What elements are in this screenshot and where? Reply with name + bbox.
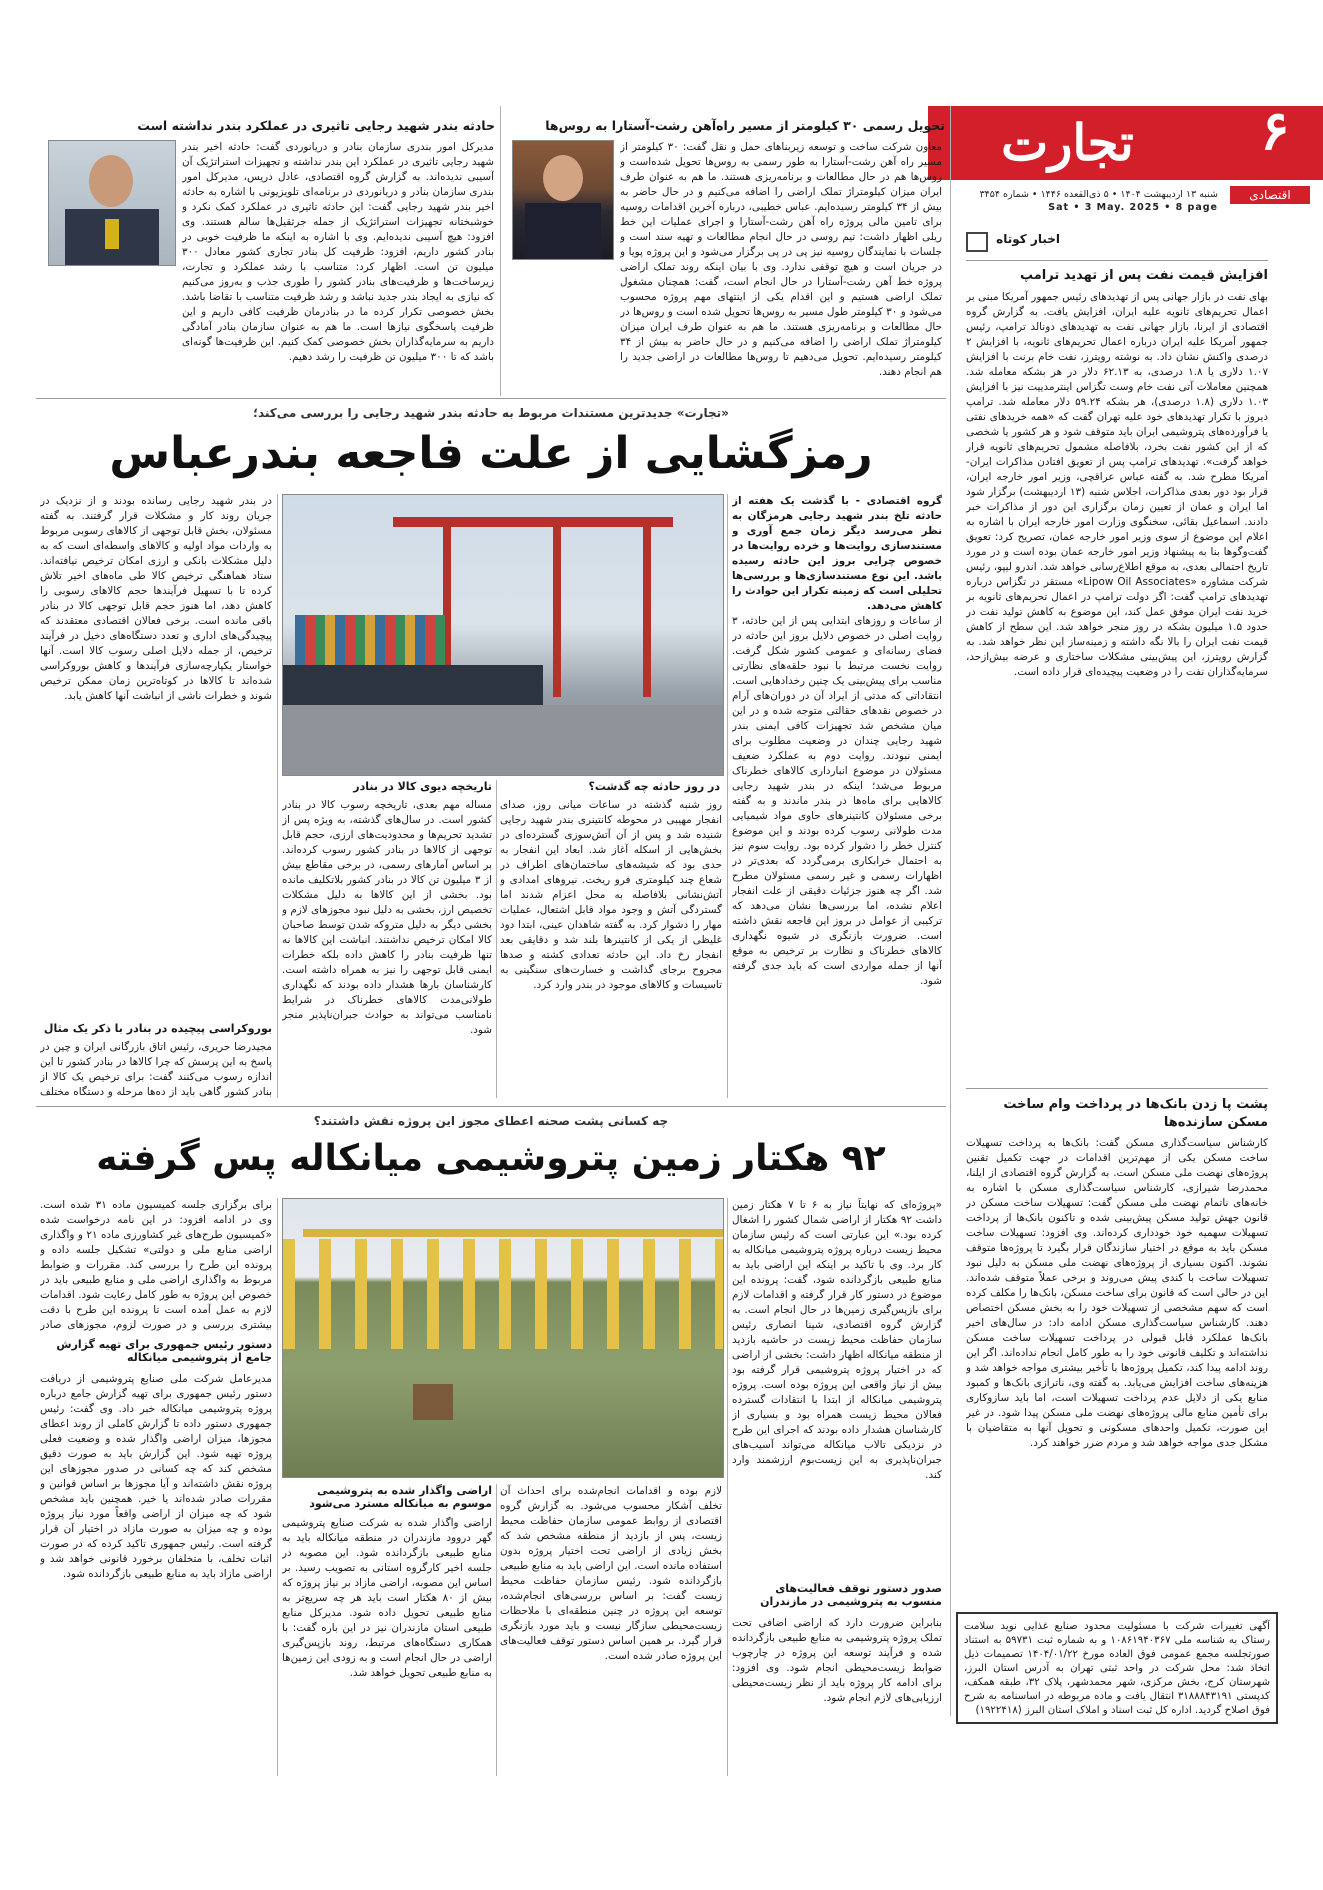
feature-headline: ۹۲ هکتار زمین پتروشیمی میانکاله پس گرفته	[96, 1138, 886, 1179]
feature-subhead: اراضی واگذار شده به پتروشیمی موسوم به میانکاله مسترد می‌شود	[309, 1484, 492, 1510]
feature-headline: رمزگشایی از علت فاجعه بندرعباس	[109, 428, 873, 479]
top-story-photo	[512, 140, 614, 260]
feature-subhead: در روز حادثه چه گذشت؟	[588, 780, 720, 793]
top-story-title: تحویل رسمی ۳۰ کیلومتر از مسیر راه‌آهن رشت-آستارا به روس‌ها	[545, 118, 945, 133]
brief-item-title: پشت پا زدن بانک‌ها در پرداخت وام ساخت مسکن سازنده‌ها	[1003, 1097, 1268, 1130]
brief-item-body: کارشناس سیاست‌گذاری مسکن گفت: بانک‌ها به پرداخت تسهیلات ساخت مسکن یکی از مهم‌ترین اقدامات در جهت تکمیل تقنین پروژه‌های نهضت ملی مسکن است. به گزارش گروه اقتصادی از ایلنا، محمدرضا شیرازی، کارشناس سیاست‌گذاری مسکن با اشاره به خانه‌های ناتمام نهضت ملی مسکن گفت: تسهیلات ساخت مسکن در قانون جهش تولید مسکن پیش‌بینی شده و تاکنون بانک‌ها از پرداخت تسهیلات سهمیه خود خودداری کرده‌اند. وی افزود: تسهیلات ساخت مسکن باید به موقع در اختیار سازندگان قرار بگیرد تا پروژه‌ها متوقف نشوند. اکنون بسیاری از پروژه‌های نهضت ملی مسکن به دلیل نبود تسهیلات ساخت با کندی پیش می‌روند و برخی عملاً متوقف شده‌اند. این در حالی است که قانون برای ساخت مسکن، بانک‌ها را مکلف کرده است که سهم مشخصی از تسهیلات خود را به بخش مسکن اختصاص دهند. کارشناس سیاست‌گذاری مسکن ادامه داد: در سال‌های اخیر بانک‌ها عملکرد قابل قبولی در پرداخت تسهیلات ساخت مسکن نداشته‌اند و تکلیف قانونی خود را به طور کامل انجام نداده‌اند. اگر این روند ادامه پیدا کند، تکمیل پروژه‌ها با تأخیر بیشتری مواجه خواهد شد و هزینه‌های ساخت افزایش می‌یابد. به گفته وی، ناترازی بانک‌ها و کمبود منابع یکی از دلایل عدم پرداخت تسهیلات است، اما باید سازوکاری برای تأمین منابع مالی پروژه‌های نهضت ملی مسکن پیدا شود. در غیر این صورت، تکمیل واحدهای مسکونی و تحویل آنها به متقاضیان با مشکل جدی مواجه خواهد شد و مردم ضرر خواهند کرد.	[966, 1137, 1268, 1449]
feature-subhead: صدور دستور توقف فعالیت‌های منسوب به پتروشیمی در مازندران	[760, 1582, 942, 1608]
feature-subhead: دستور رئیس جمهوری برای تهیه گزارش جامع از پتروشیمی میانکاله	[56, 1338, 272, 1364]
feature-kicker: چه کسانی پشت صحنه اعطای مجوز این پروژه نقش داشتند؟	[313, 1114, 669, 1128]
feature-lead: گروه اقتصادی - با گذشت یک هفته از حادثه تلخ بندر شهید رجایی هرمزگان به نظر می‌رسد دیگر زمان جمع آوری و مستندسازی روایت‌ها و خرده روایت‌ها در خصوص چرایی بروز این حادثه رسیده باشد. این نوع مستندسازی‌ها و بررسی‌ها تحلیلی است که زمینه تکرار این حوادث را کاهش می‌دهد.	[732, 495, 942, 612]
feature-column: اراضی واگذار شده به شرکت صنایع پتروشیمی گهر دروود مازندران در منطقه میانکاله باید به منابع طبیعی بازگردانده شود. این مصوبه در جلسه اخیر کارگروه استانی به تصویب رسید. بر اساس این مصوبه، اراضی مازاد بر نیاز پروژه که بیش از ۸۰ هکتار است باید هر چه سریع‌تر به منابع طبیعی تحویل داده شود. مدیرکل منابع طبیعی استان مازندران نیز در این باره گفت: با همکاری دستگاه‌های مرتبط، روند بازپس‌گیری اراضی در حال انجام است و به زودی این زمین‌ها به منابع طبیعی تحویل خواهد شد.	[282, 1517, 492, 1679]
feature-column: «پروژه‌ای که نهایتاً نیاز به ۶ تا ۷ هکتار زمین داشت ۹۲ هکتار از اراضی شمال کشور را اشغال کرده بود.» این عبارتی است که رئیس سازمان محیط زیست درباره پروژه پتروشیمی میانکاله به کار برد. وی با تاکید بر اینکه این اراضی باید به منابع طبیعی بازگردانده شود، گفت: پرونده این موضوع در دستور کار قرار گرفته و اقدامات لازم برای بازپس‌گیری زمین‌ها در حال انجام است. به گزارش گروه اقتصادی، شینا انصاری رئیس سازمان حفاظت محیط زیست در حاشیه بازدید از منطقه میانکاله اظهار داشت: بخشی از اراضی که در اختیار پروژه پتروشیمی قرار گرفته بود بیش از نیاز واقعی این پروژه بوده است. پروژه پتروشیمی میانکاله از ابتدا با انتقادات گسترده فعالان محیط زیست همراه بود و بسیاری از کارشناسان هشدار داده بودند که اجرای این طرح در نزدیکی تالاب میانکاله می‌تواند آسیب‌های جبران‌ناپذیری به این زیست‌بوم ارزشمند وارد کند.	[732, 1199, 942, 1481]
feature-column: مدیرعامل شرکت ملی صنایع پتروشیمی از دریافت دستور رئیس جمهوری برای تهیه گزارش جامع درباره پروژه پتروشیمی میانکاله خبر داد. وی گفت: رئیس جمهوری دستور داده تا گزارش کاملی از روند اعطای مجوزها، میزان اراضی واگذار شده و وضعیت فعلی پروژه تهیه شود. این گزارش باید به صورت دقیق مشخص کند که چه کسانی در صدور مجوزهای این پروژه نقش داشته‌اند و آیا مجوزها بر اساس قوانین و مقررات صادر شده‌اند یا خیر. همچنین باید مشخص شود که چه میزان از اراضی واقعاً مورد نیاز پروژه بوده و چه میزان به صورت مازاد در اختیار آن قرار گرفته است. رئیس جمهوری تاکید کرده که در صورت اثبات تخلف، با متخلفان برخورد قانونی خواهد شد و اراضی مازاد باید به منابع طبیعی بازگردانده شود.	[40, 1373, 272, 1580]
top-story-photo	[48, 140, 176, 266]
page-number: ۶	[1260, 98, 1290, 162]
brief-item-body: بهای نفت در بازار جهانی پس از تهدیدهای رئیس جمهور آمریکا مبنی بر اعمال تحریم‌های ثانویه علیه ایران، افزایش یافت. به گزارش گروه اقتصادی از ایرنا، بازار جهانی نفت به تهدیدهای دونالد ترامپ، رئیس جمهور آمریکا علیه ایران درباره اعمال تحریم‌های ثانویه، با افزایش ۲ درصدی واکنش نشان داد. به نوشته رویترز، نفت خام برنت با افزایش ۱.۰۷ دلاری یا ۱.۸ درصدی، به ۶۲.۱۳ دلار در هر بشکه معامله شد. همچنین معاملات آتی نفت خام وست تگزاس اینترمدییت نیز با افزایش ۱.۰۳ دلاری (۱.۸ درصدی)، هر بشکه ۵۹.۲۴ دلار معامله شد. ترامپ دیروز با تکرار تهدیدهای خود علیه تهران گفت که «همه خریدهای نفتی یا فرآورده‌های پتروشیمی ایران باید متوقف شود و هر کشور یا شخصی که از این کشور نفت بخرد، بلافاصله مشمول تحریم‌های ثانویه قرار خواهد گرفت». تهدیدهای ترامپ پس از تعویق افتادن مذاکرات ایران-آمریکا مطرح شد. به گفته عباس عراقچی، وزیر امور خارجه ایران، قرار بود دور بعدی مذاکرات، اجلاس شنبه (۱۳ اردیبهشت) برگزار شود اما ایران و عمان از تعیین زمان برگزاری این دور از مذاکرات خبر دادند. اسماعیل بقائی، سخنگوی وزارت امور خارجه ایران با اشاره به اعلام این موضوع از سوی وزیر امور خارجه عمان، تصریح کرد: تعویق گفت‌وگوها بنا به پیشنهاد وزیر امور خارجه عمان بوده است و در مورد تاریخ احتمالی بعدی، به موقع اطلاع‌رسانی خواهد شد. اندرو لیپو، رئیس شرکت مشاوره «Lipow Oil Associates» مستقر در تگزاس درباره تهدیدهای ترامپ گفت: اگر دولت ترامپ در اعمال تحریم‌های ثانویه بر خرید نفت ایران موفق عمل کند، این موضوع به کاهش تولید نفت در حدود ۱.۵ میلیون بشکه در روز منجر خواهد شد. این سطح از کاهش قیمت نفت ایران را بالا نگه داشته و زمینه‌ساز این نظر خواهد شد. به گزارش رویترز، این پیش‌بینی مشکلات ساختاری و عرضه بیش‌ازحد، سرمایه‌گذاران نفت را در وضعیت پیچیده‌ای قرار داده است.	[966, 291, 1268, 678]
legal-notice: آگهی تغییرات شرکت با مسئولیت محدود صنایع غذایی نوید سلامت رستاک به شناسه ملی ۱۰۸۶۱۹۴۰۳۶۷ و به شماره ثبت ۵۹۷۳۱ به استناد صورتجلسه مجمع عمومی فوق العاده مورخ ۱۴۰۴/۰۱/۲۲ تصمیمات ذیل اتخاذ شد: محل شرکت در واحد ثبتی تهران به آدرس استان البرز، شهرستان کرج، بخش مرکزی، شهر محمدشهر، پلاک ۳۲، طبقه همکف، کدپستی ۳۱۸۸۸۴۳۱۹۱ انتقال یافت و ماده مربوطه در اساسنامه به شرح فوق اصلاح گردید. اداره کل ثبت اسناد و املاک استان البرز (۱۹۲۲۴۱۸)	[956, 1612, 1278, 1724]
feature-column: روز شنبه گذشته در ساعات میانی روز، صدای انفجار مهیبی در محوطه کانتینری بندر شهید رجایی شنیده شد و پس از آن آتش‌سوزی گسترده‌ای در بخش‌هایی از اسکله آغاز شد. ابعاد این انفجار به حدی بود که شیشه‌های ساختمان‌های اطراف در شعاع چند کیلومتری فرو ریخت. نیروهای امدادی و آتش‌نشانی بلافاصله به محل اعزام شدند اما گستردگی آتش و وجود مواد قابل اشتعال، عملیات مهار را دشوار کرد. به گفته شاهدان عینی، ابتدا دود غلیظی از یکی از کانتینرها بلند شد و دقایقی بعد انفجار رخ داد. این حادثه تعدادی کشته و صدها مجروح برجای گذاشت و خسارت‌های سنگینی به تاسیسات و کالاهای موجود در بندر وارد کرد.	[500, 799, 722, 991]
brief-box-icon	[966, 232, 988, 252]
issue-date-en: Sat • 3 May. 2025 • 8 page	[1048, 202, 1218, 213]
feature-column: بنابراین ضرورت دارد که اراضی اضافی تحت تملک پروژه پتروشیمی به منابع طبیعی بازگردانده شده و فرآیند توسعه این پروژه در چارچوب ضوابط زیست‌محیطی انجام شود. وی افزود: برای ادامه کار پروژه باید از نظر زیست‌محیطی ارزیابی‌های لازم انجام شود.	[732, 1617, 942, 1704]
feature-column: از ساعات و روزهای ابتدایی پس از این حادثه، ۳ روایت اصلی در خصوص دلایل بروز این حادثه در فضای رسانه‌ای و عمومی کشور شکل گرفت. روایت نخست مرتبط با نبود حلقه‌های نظارتی مناسب برای پیش‌بینی یک چنین رخدادهایی است. انتقاداتی که مدتی از ایراد آن در دوران‌های آرام در خصوص نقدهای حقالتی متوجه شده و در این میان مشخص شد تجهیزات کافی ایمنی بندر شهید رجایی چندان در وضعیت مطلوب برای ایمنی نبودند. روایت دوم به عملکرد ضعیف مسئولان در موضوع انبارداری کالاهای خطرناک مربوط می‌شد؛ اینکه در بندر شهید رجایی کالاهایی برای ماه‌ها در بندر ماندند و به گفته برخی مسئولان کانتینرهای حاوی مواد شیمیایی مدت طولانی رسوب کرده بودند و این موضوع کنترل خطر را دشوار کرده بود. روایت سوم نیز به احتمال خرابکاری برمی‌گردد که بعدی‌تر در اظهارات رسمی و غیر رسمی مسئولان مطرح شد. اگر چه هنوز جزئیات دقیقی از علت انفجار اعلام نشده، اما بررسی‌ها نشان می‌دهد که ترکیبی از عوامل در بروز این فاجعه نقش داشته است. ضرورت بازنگری در شیوه نگهداری کالاهای خطرناک و نظارت بر ترخیص به موقع آنها از جمله مواردی است که باید جدی گرفته شود.	[732, 615, 942, 987]
feature-subhead: تاریخچه دیوی کالا در بنادر	[353, 780, 492, 793]
feature-column: مساله مهم بعدی، تاریخچه رسوب کالا در بنادر کشور است. در سال‌های گذشته، به ویژه پس از تشدید تحریم‌ها و محدودیت‌های ارزی، حجم قابل توجهی از کالاها در بنادر کشور رسوب کرده‌اند. بر اساس آمارهای رسمی، در برخی مقاطع بیش از ۳ میلیون تن کالا در بنادر کشور بلاتکلیف مانده بود. بخشی از این کالاها به دلیل مشکلات تخصیص ارز، بخشی به دلیل نبود مجوزهای لازم و بخشی دیگر به دلیل متروکه شدن توسط صاحبان کالا امکان ترخیص نداشتند. انباشت این کالاها نه تنها ظرفیت بنادر را کاهش داده بلکه خطرات ایمنی قابل توجهی را نیز به همراه داشته است. کارشناسان بارها هشدار داده بودند که نگهداری طولانی‌مدت کالاهای خطرناک در شرایط نامناسب می‌تواند به حوادث جبران‌ناپذیر منجر شود.	[282, 799, 492, 1036]
feature-subhead: بوروکراسی پیچیده در بنادر با ذکر یک مثال	[43, 1022, 272, 1035]
site-photo	[282, 1198, 724, 1478]
section-label: اقتصادی	[1230, 186, 1310, 204]
newspaper-logo: تجارت	[1001, 113, 1134, 172]
issue-date-fa: شنبه ۱۳ اردیبهشت ۱۴۰۴ • ۵ ذی‌القعده ۱۴۴۶ • شماره ۳۴۵۴	[979, 189, 1218, 200]
brief-item-title: افزایش قیمت نفت پس از تهدید ترامپ	[1019, 268, 1268, 283]
brief-label: اخبار کوتاه	[996, 232, 1060, 246]
feature-column: در بندر شهید رجایی رسانده بودند و از نزدیک در جریان روند کار و مشکلات قرار گرفتند. به گفته مسئولان، بخش قابل توجهی از کالاهای رسوبی مربوط به واردات مواد اولیه و کالاهای واسطه‌ای است که به دلیل مشکلات بانکی و ارزی امکان ترخیص نیافته‌اند. ستاد هماهنگی ترخیص کالا طی ماه‌های اخیر تلاش کرده تا با تسهیل فرآیندها حجم کالاهای رسوبی را کاهش دهد، اما هنوز حجم قابل توجهی کالا در بنادر باقی مانده است. برخی فعالان اقتصادی معتقدند که پیچیدگی‌های اداری و تعدد دستگاه‌های دخیل در فرآیند ترخیص، از جمله دلایل اصلی رسوب کالا است. آنها خواستار یکپارچه‌سازی فرآیندها و کاهش بوروکراسی شده‌اند تا کالاها در کوتاه‌ترین زمان ممکن ترخیص شوند و خطرات ناشی از انباشت آنها کاهش یابد.	[40, 495, 272, 702]
issue-info	[930, 188, 1218, 214]
top-story-body: مدیرکل امور بندری سازمان بنادر و دریانوردی گفت: حادثه اخیر بندر شهید رجایی تاثیری در عملکرد این بندر نداشته و تجهیزات استراتژیک آن آسیبی ندیده‌اند. به گزارش گروه اقتصادی، عادل دریس، مدیرکل امور بندری سازمان بنادر و دریانوردی در برنامه‌ای تلویزیونی با اشاره به حادثه اخیر بندر شهید رجایی گفت: این حادثه تاثیری در عملکرد کمک نکرد و خوشبختانه تجهیزات استراتژیک از جمله جرثقیل‌ها سالم هستند. وی افزود: هیچ آسیبی ندیده‌ایم. وی با اشاره به اینکه ما ظرفیت خوبی در بنادر کشور داریم، افزود: ظرفیت کل بنادر تجاری کشور معادل ۳۰۰ میلیون تن است. اظهار کرد: متناسب با رشد عملکرد و تجارت، زیرساخت‌ها و ظرفیت‌های بنادر کشور را طوری جذب و به‌روز می‌کنیم که نیازی به ایجاد بندر جدید نباشد و رشد ظرفیت متناسب با تقاضا باشد. بخش خصوصی تکرار کرده ما در بنادرمان ظرفیت کافی داریم و این ظرفیت پاسخگوی نیازها است. ما هم به عنوان سازمان بنادر آمادگی داریم به سرمایه‌گذاران بخش خصوصی کمک کنیم. این ظرفیت‌ها گونه‌ای باشد که تا ۳۰۰ میلیون تن ظرفیت را رشد دهیم.	[182, 141, 494, 363]
top-story-title: حادثه بندر شهید رجایی تاثیری در عملکرد بندر نداشته است	[137, 118, 495, 133]
feature-column: لازم بوده و اقدامات انجام‌شده برای احداث آن تخلف آشکار محسوب می‌شود. به گزارش گروه اقتصادی از روابط عمومی سازمان حفاظت محیط زیست، پس از بازدید از منطقه مشخص شد که بخش زیادی از اراضی تحت اختیار پروژه بدون استفاده مانده است. این اراضی باید به منابع طبیعی بازگردانده شود. رئیس سازمان حفاظت محیط زیست گفت: بر اساس بررسی‌های انجام‌شده، توسعه این پروژه در چنین منطقه‌ای با ملاحظات زیست‌محیطی سازگار نیست و باید مورد بازنگری قرار گیرد. بر همین اساس دستور توقف فعالیت‌های این پروژه صادر شده است.	[500, 1485, 722, 1662]
top-story-body: معاون شرکت ساخت و توسعه زیربناهای حمل و نقل گفت: ۳۰ کیلومتر از مسیر راه آهن رشت-آستارا به طور رسمی به روس‌ها تحویل شده‌است و روس‌ها هم در حال مطالعات و برنامه‌ریزی هستند. ما هم به عنوان طرف ایران میزان کیلومتراژ تملک اراضی را اضافه می‌کنیم و در حال حاضر به بیش از ۳۴ کیلومتر رسیده‌ایم. عباس خطیبی، درباره آخرین اقدامات روسیه برای تامین مالی پروژه راه آهن رشت-آستارا و اجرای عملیات این خط ریلی اظهار داشت: تیم روسی در حال انجام مطالعات و تهیه سند است و جلسات با نمایندگان روسیه نیز پی در پی برگزار می‌شود و این پروژه پویا و در جریان است و هیچ توقفی ندارد. وی با بیان اینکه روند تملک اراضی پروژه خط آهن رشت-آستارا در حال انجام است، گفت: همچنان مشغول تملک اراضی هستیم و این اقدام یکی از اینتهای مهم پروژه محسوب می‌شود و ۳۰ کیلومتر طول مسیر به روس‌ها تحویل شده است و روس‌ها در حال مطالعات و برنامه‌ریزی هستند. ما هم به عنوان طرف ایران میزان کیلومتراژ تملک اراضی را اضافه می‌کنیم و در حال حاضر به بیش از ۳۴ کیلومتر رسیده‌ایم. تحویل می‌دهیم تا روس‌ها مطالعات در اراضی جدید را هم انجام دهند.	[620, 141, 942, 378]
port-photo	[282, 494, 724, 776]
feature-kicker: «تجارت» جدیدترین مستندات مربوط به حادثه بندر شهید رجایی را بررسی می‌کند؛	[253, 406, 729, 420]
feature-column: برای برگزاری جلسه کمیسیون ماده ۳۱ شده است. وی در ادامه افزود: در این نامه درخواست شده «کمیسیون طرح‌های غیر کشاورزی ماده ۲۱ و واگذاری اراضی منابع ملی و دولتی» تشکیل جلسه داده و پرونده این طرح را بررسی کند. مقررات و ضوابط مربوط به واگذاری اراضی ملی و منابع طبیعی باید در خصوص این پروژه به طور کامل رعایت شود. اقدامات لازم به عمل آمده است تا پرونده این طرح با دقت بیشتری بررسی و در صورت لزوم، مجوزهای صادر	[40, 1199, 272, 1331]
feature-column: مجیدرضا حریری، رئیس اتاق بازرگانی ایران و چین در پاسخ به این پرسش که چرا کالاها در بنادر کشور تا این اندازه رسوب می‌کنند گفت: برای ترخیص یک کالا از بنادر کشور گاهی باید از ده‌ها مرحله و دستگاه مختلف	[40, 1041, 272, 1098]
